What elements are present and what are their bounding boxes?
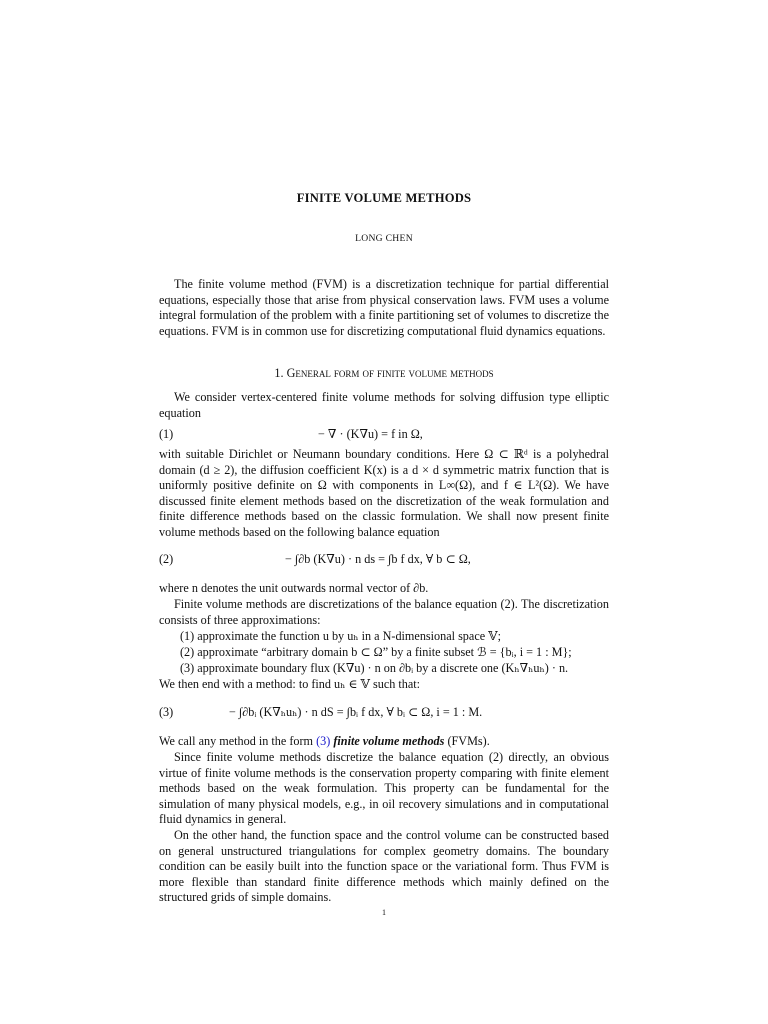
equation-3-reference[interactable]: (3)	[316, 734, 331, 748]
equation-1	[159, 427, 609, 447]
paragraph-fvm-discretization: Finite volume methods are discretizations of the balance equation (2). The discretization consists of three approximations:	[159, 597, 609, 627]
equation-1-body: − ∇ · (K∇u) = f in Ω,	[318, 427, 423, 441]
approximation-item-2: (2) approximate “arbitrary domain b ⊂ Ω” by a finite subset ℬ = {bᵢ, i = 1 : M};	[180, 645, 572, 659]
approximation-item-3: (3) approximate boundary flux (K∇u) · n on ∂bᵢ by a discrete one (Kₕ∇ₕuₕ) · n.	[180, 661, 569, 675]
equation-3-body: − ∫∂bᵢ (K∇ₕuₕ) · n dS = ∫bᵢ f dx, ∀ bᵢ ⊂ Ω, i = 1 : M.	[229, 705, 483, 719]
we-call-suffix: (FVMs).	[447, 734, 490, 748]
approximation-item-1: (1) approximate the function u by uₕ in a N-dimensional space 𝕍;	[180, 629, 502, 643]
paper-title: FINITE VOLUME METHODS	[296, 191, 472, 205]
paragraph-then-end: We then end with a method: to find uₕ ∈ 𝕍 such that:	[159, 677, 421, 691]
section-title: General form of finite volume methods	[286, 366, 494, 380]
equation-2-label: (2)	[159, 552, 174, 566]
section-heading	[0, 366, 768, 381]
paragraph-where: where n denotes the unit outwards normal vector of ∂b.	[159, 581, 429, 595]
equation-2	[159, 552, 609, 572]
paragraph-we-call	[159, 734, 609, 750]
equation-3-label: (3)	[159, 705, 174, 719]
equation-1-label: (1)	[159, 427, 174, 441]
page-number: 1	[382, 908, 386, 917]
we-call-text: We call any method in the form	[159, 734, 314, 748]
paragraph-since: Since finite volume methods discretize the balance equation (2) directly, an obvious virtue of finite volume methods is the conservation property comparing with finite element methods based on the weak formulation. This property can be fundamental for the simulation of many physical models, e.g., in oil recovery simulations and in computational fluid dynamics in general.	[159, 750, 609, 827]
author-name: LONG CHEN	[355, 233, 413, 244]
equation-3	[159, 705, 609, 725]
intro-paragraph: The finite volume method (FVM) is a discretization technique for partial differential equations, especially those that arise from physical conservation laws. FVM uses a volume integral formulation of the problem with a finite partitioning set of volumes to discretize the equations. FVM is in common use for discretizing computational fluid dynamics equations.	[159, 277, 609, 338]
defined-term: finite volume methods	[333, 734, 445, 748]
equation-2-body: − ∫∂b (K∇u) · n ds = ∫b f dx, ∀ b ⊂ Ω,	[285, 552, 471, 566]
paragraph-other-hand: On the other hand, the function space and the control volume can be constructed based on general unstructured triangulations for complex geometry domains. The boundary condition can be easily built into the function space or the variational form. Thus FVM is more flexible than standard finite difference methods which mainly defined on the structured grids of simple domains.	[159, 828, 609, 905]
paragraph-consider: We consider vertex-centered finite volume methods for solving diffusion type elliptic equation	[159, 390, 609, 420]
section-number: 1.	[274, 366, 284, 380]
paragraph-dirichlet: with suitable Dirichlet or Neumann boundary conditions. Here Ω ⊂ ℝᵈ is a polyhedral domain (d ≥ 2), the diffusion coefficient K(x) is a d × d symmetric matrix function that is uniformly positive definite on Ω with components in L∞(Ω), and f ∈ L²(Ω). We have discussed finite element methods based on the discretization of the weak formulation and finite difference methods based on the classic formulation. We shall now present finite volume methods based on the following balance equation	[159, 447, 609, 539]
